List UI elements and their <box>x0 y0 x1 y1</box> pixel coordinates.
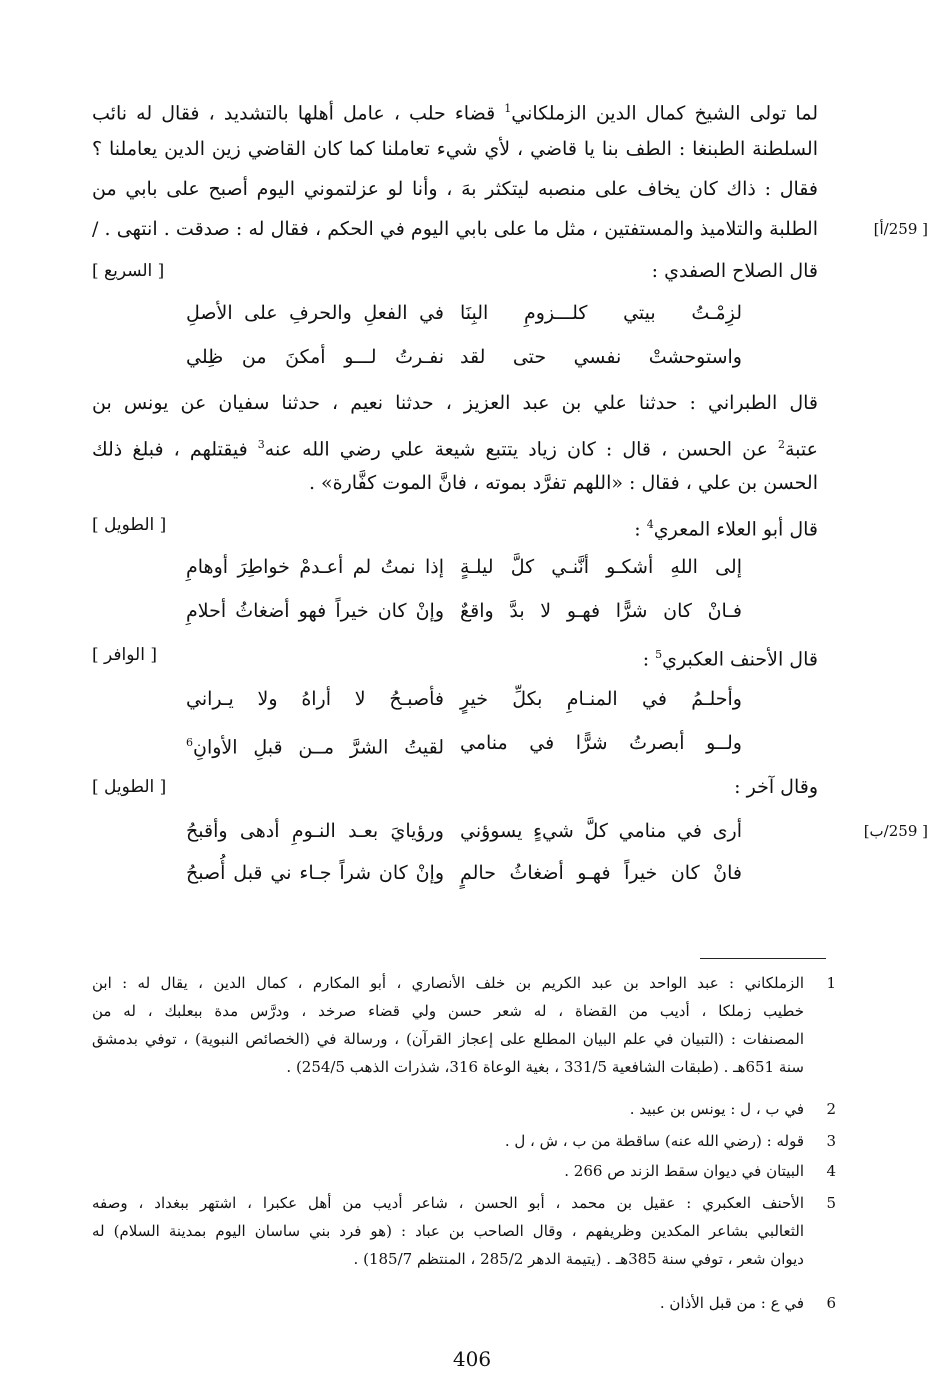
page-number: 406 <box>452 1347 492 1371</box>
body-line: فقال : ذاك كان يخاف على منصبه ليتكثر بهَ ، وأنا لو عزلتموني اليوم أصبح على بابي من <box>92 178 818 200</box>
poem-heading: قال الأحنف العكبري$^5$ : <box>642 648 818 671</box>
footnote-ref[interactable]: 1 <box>504 102 512 115</box>
poem-heading: قال الصلاح الصفدي : <box>651 260 818 282</box>
body-line: لما تولى الشيخ كمال الدين الزملكاني$^1$ قضاء حلب ، عامل أهلها بالتشديد ، فقال له نائب <box>92 102 818 125</box>
footnote-ref[interactable]: 5 <box>655 648 663 661</box>
verse-second-hemistich: ورؤيايَ بعـد النـومِ أدهى وأقبحُ <box>186 820 444 842</box>
footnote-separator <box>700 958 826 959</box>
verse-first-hemistich: واستوحشتْ نفسي حتى لقد <box>460 346 742 368</box>
body-line: عتبة$^2$ عن الحسن ، قال : كان زياد يتتبع شيعة علي رضي الله عنه$^3$ فيقتلهم ، فبلغ ذلك <box>92 438 818 461</box>
footnote-number: 4 <box>826 1162 836 1180</box>
verse-first-hemistich: فانْ كان خيراً فهـو أضغاثُ حالمٍ <box>460 862 742 884</box>
footnote-number: 1 <box>826 974 836 992</box>
verse-first-hemistich: فـانْ كان شرًّا فهـو لا بدَّ واقعٌ <box>460 600 742 622</box>
manuscript-folio-marker: [ 259/ب] <box>863 822 928 840</box>
footnote-line: في ع : من قبل الأذان . <box>659 1294 804 1312</box>
poem-heading: وقال آخر : <box>734 776 818 798</box>
meter-label: [ الطويل ] <box>92 515 167 535</box>
verse-first-hemistich: إلى اللهِ أشكـو أنَّنـي كلَّ ليلـةٍ <box>460 556 742 578</box>
verse-first-hemistich: لزِمْـتُ بيتي كلـــزومِ البِنَا <box>460 302 742 324</box>
footnote-line: سنة 651هـ . (طبقات الشافعية 331/5 ، بغية الوعاة 316، شذرات الذهب 254/5) . <box>286 1058 804 1076</box>
verse-first-hemistich: ولــو أبصرتُ شرًّا في منامي <box>460 732 742 754</box>
footnote-ref[interactable]: 6 <box>186 736 193 749</box>
body-line: الطلبة والتلاميذ والمستفتين ، مثل ما على بابي اليوم في الحكم ، فقال له : صدقت . انتهى . / <box>92 218 818 240</box>
footnote-line: خطيب زملكا ، أديب من القضاة ، له شعر حسن ولي قضاء صرخد ، ودرَّس مدة ببعلبك ، له من <box>92 1002 804 1020</box>
body-line: الحسن بن علي ، فقال : «اللهم تفرَّد بموته ، فانَّ الموت كفَّارة» . <box>308 472 818 494</box>
verse-second-hemistich: لقيتُ الشرَّ مــن قبلِ الأوانِ$^6$ <box>186 736 444 759</box>
footnote-line: الزملكاني : عبد الواحد بن عبد الكريم بن خلف الأنصاري ، أبو المكارم ، كمال الدين ، يقال له : ابن <box>92 974 804 992</box>
footnote-ref[interactable]: 3 <box>257 438 265 451</box>
body-line: قال الطبراني : حدثنا علي بن عبد العزيز ، حدثنا نعيم ، حدثنا سفيان عن يونس بن <box>92 392 818 414</box>
footnote-line: قوله : (رضي الله عنه) ساقطة من ب ، ش ، ل . <box>504 1132 804 1150</box>
verse-second-hemistich: في الفعلِ والحرفِ على الأصلِ <box>186 302 444 324</box>
meter-label: [ الطويل ] <box>92 777 167 797</box>
verse-first-hemistich: وأحلـمُ في المنـامِ بكلِّ خيرٍ <box>460 688 742 710</box>
verse-second-hemistich: إذا نمتُ لم أعـدمْ خواطِرَ أوهامِ <box>186 556 444 578</box>
poem-heading: قال أبو العلاء المعري$^4$ : <box>634 518 818 541</box>
meter-label: [ السريع ] <box>92 261 165 281</box>
footnote-number: 3 <box>826 1132 836 1150</box>
footnote-number: 5 <box>826 1194 836 1212</box>
footnote-line: ديوان شعر ، توفي سنة 385هـ . (يتيمة الدهر 285/2 ، المنتظم 185/7) . <box>353 1250 804 1268</box>
footnote-line: الثعالبي بشاعر المكدين وظريفهم ، وقال الصاحب بن عباد : (هو فرد بني ساسان اليوم بمدينة السلام) له <box>92 1222 804 1240</box>
footnote-line: الأحنف العكبري : عقيل بن محمد ، أبو الحسن ، شاعر أديب من أهل عكبرا ، اشتهر ببغداد ، وصفه <box>92 1194 804 1212</box>
verse-second-hemistich: فأصبـحُ لا أراهُ ولا يـراني <box>186 688 444 710</box>
verse-second-hemistich: وإنْ كان خيراً فهو أضغاثُ أحلامِ <box>186 600 444 622</box>
verse-second-hemistich: نفـرتُ لـــو أمكنَ من ظِلي <box>186 346 444 368</box>
verse-second-hemistich: وإنْ كان شراً جـاء ني قبل أُصبحُ <box>186 862 444 884</box>
footnote-ref[interactable]: 2 <box>778 438 785 451</box>
body-line: السلطنة الطبنغا : الطف بنا يا قاضي ، لأي شيء تعاملنا كما كان القاضي زين الدين يعاملنا ؟ <box>92 138 818 160</box>
footnote-ref[interactable]: 4 <box>646 518 654 531</box>
meter-label: [ الوافر ] <box>92 645 157 665</box>
footnote-line: في ب ، ل : يونس بن عبيد . <box>629 1100 804 1118</box>
footnote-number: 2 <box>826 1100 836 1118</box>
footnote-number: 6 <box>826 1294 836 1312</box>
footnote-line: المصنفات : (التبيان في علم البيان المطلع على إعجاز القرآن) ، ورسالة في (الخصائص النبوية) ، توفي بدمشق <box>92 1030 804 1048</box>
verse-first-hemistich: أرى في منامي كلَّ شيءٍ يسوؤني <box>460 820 742 842</box>
manuscript-folio-marker: [ 259/أ] <box>873 220 928 238</box>
footnote-line: البيتان في ديوان سقط الزند ص 266 . <box>564 1162 804 1180</box>
